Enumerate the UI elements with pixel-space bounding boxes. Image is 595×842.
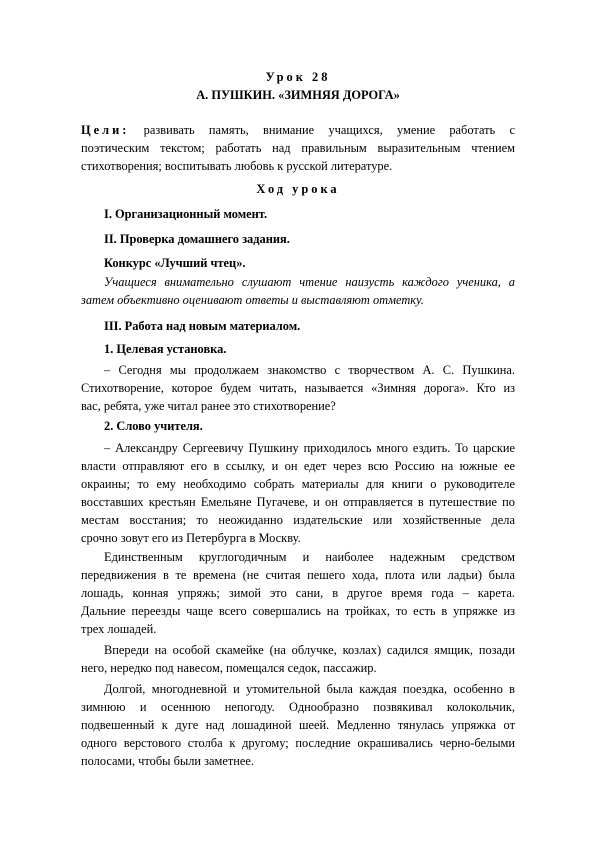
section-heading: III. Работа над новым материалом.	[104, 319, 301, 333]
contest-heading: Конкурс «Лучший чтец».	[104, 256, 246, 270]
paragraph-line: – Александру Сергеевичу Пушкину приходилось много ездить. То царские	[104, 441, 515, 455]
paragraph-line: Единственным круглогодичным и наиболее надежным средством	[104, 550, 515, 564]
goals-line: стихотворения; воспитывать любовь к русской литературе.	[81, 159, 393, 173]
italic-line: затем объективно оценивают ответы и выставляют отметку.	[81, 293, 424, 307]
lesson-title: А. ПУШКИН. «ЗИМНЯЯ ДОРОГА»	[196, 88, 400, 102]
paragraph-line: власти отправляют его в ссылку, и он едет через всю Россию на южные ее	[81, 459, 515, 473]
paragraph-line: местам восстания; то неожиданно издательские или хозяйственные дела	[81, 513, 515, 527]
paragraph-line: зимнюю и осеннюю непогоду. Однообразно позвякивал колокольчик,	[81, 700, 515, 714]
paragraph-line: восставших крестьян Емельяне Пугачеве, и он отправляется в путешествие по	[81, 495, 515, 509]
paragraph-line: окраины; то ему необходимо собрать материалы для книги о руководителе	[81, 477, 515, 491]
paragraph-line: трех лошадей.	[81, 622, 157, 636]
lesson-number: Урок 28	[265, 70, 331, 84]
paragraph-line: вас, ребята, уже читал ранее это стихотворение?	[81, 399, 336, 413]
paragraph-line: полосами, чтобы были заметнее.	[81, 754, 254, 768]
goals-label: Цели:	[81, 123, 130, 137]
paragraph-line: него, нередко под навесом, помещался седок, пассажир.	[81, 661, 377, 675]
goals-text: развивать память, внимание учащихся, умение работать с	[143, 123, 515, 137]
paragraph-line: срочно зовут его из Петербурга в Москву.	[81, 531, 301, 545]
paragraph-line: лошадь, конная упряжь; зимой это сани, в другое время года – карета.	[81, 586, 515, 600]
paragraph-line: подвешенный к дуге над лошадиной шеей. Медленно тянулась упряжка от	[81, 718, 515, 732]
paragraph-line: Дальние переезды чаще всего совершались на тройках, то есть в упряжке из	[81, 604, 515, 618]
goals-line	[81, 122, 515, 139]
paragraph-line: Долгой, многодневной и утомительной была каждая поездка, особенно в	[104, 682, 515, 696]
subsection-heading: 1. Целевая установка.	[104, 342, 227, 356]
paragraph-line: – Сегодня мы продолжаем знакомство с творчеством А. С. Пушкина.	[104, 363, 515, 377]
paragraph-line: Стихотворение, которое будем читать, называется «Зимняя дорога». Кто из	[81, 381, 515, 395]
goals-line: поэтическим текстом; работать над правильным выразительным чтением	[81, 141, 515, 155]
italic-line: Учащиеся внимательно слушают чтение наизусть каждого ученика, а	[104, 275, 515, 289]
course-heading: Ход урока	[256, 182, 340, 196]
paragraph-line: Впереди на особой скамейке (на облучке, козлах) садился ямщик, позади	[104, 643, 515, 657]
subsection-heading: 2. Слово учителя.	[104, 419, 203, 433]
paragraph-line: одного верстового столба к другому; последние окрашивались черно-белыми	[81, 736, 515, 750]
section-heading: I. Организационный момент.	[104, 207, 268, 221]
section-heading: II. Проверка домашнего задания.	[104, 232, 290, 246]
paragraph-line: передвижения в те времена (не считая пешего хода, плота или ладьи) была	[81, 568, 515, 582]
